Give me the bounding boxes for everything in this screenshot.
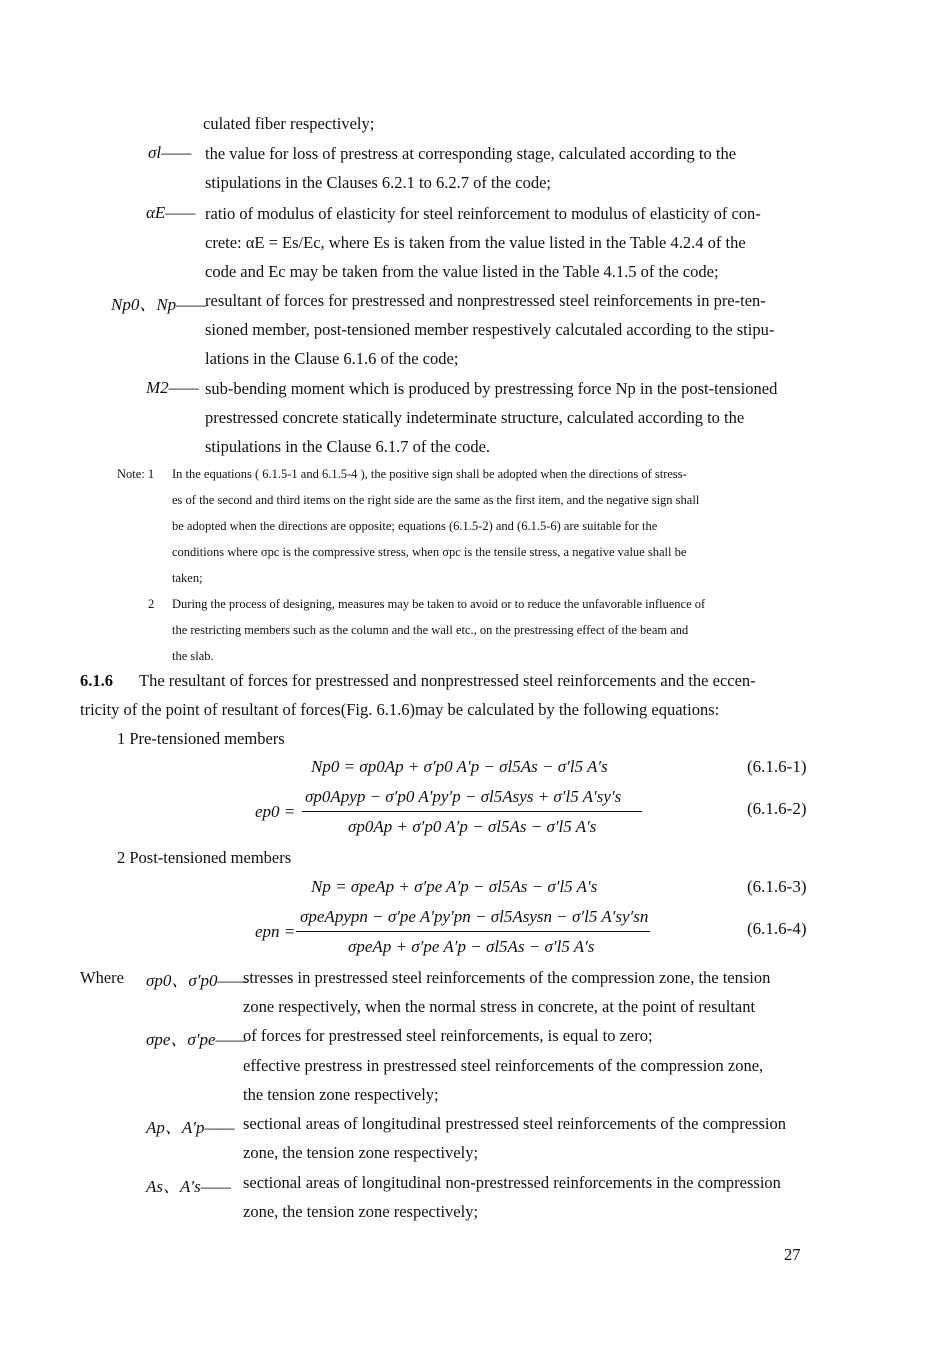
note1-line5: taken;: [172, 571, 203, 585]
note2-line2: the restricting members such as the column and the wall etc., on the prestressing effect of the beam and: [172, 623, 689, 637]
as-symbol: As、A′s——: [146, 1177, 231, 1196]
np-symbol: Np0、Np——: [111, 295, 207, 314]
note1-line4: conditions where σpc is the compressive stress, when σpc is the tensile stress, a negative value shall be: [172, 545, 687, 559]
sigma-pe-symbol: σpe、σ′pe——: [146, 1030, 246, 1049]
sigma-p0-symbol: σp0、σ′p0——: [146, 971, 248, 990]
equation-6-1-6-2-denominator: σp0Ap + σ′p0 A′p − σl5As − σ′l5 A′s: [348, 817, 597, 836]
m2-symbol: M2——: [146, 378, 199, 397]
np-def-line1: resultant of forces for prestressed and nonprestressed steel reinforcements in pre-ten-: [205, 291, 766, 310]
equation-number-6-1-6-2: (6.1.6-2): [747, 799, 807, 818]
sigma-p0-def-line2: zone respectively, when the normal stress in concrete, at the point of resultant: [243, 997, 756, 1016]
alpha-e-symbol: αE——: [146, 203, 196, 222]
ap-def-line2: zone, the tension zone respectively;: [243, 1143, 479, 1162]
item1-heading: 1 Pre-tensioned members: [117, 729, 285, 748]
section-text-line1: The resultant of forces for prestressed and nonprestressed steel reinforcements and the eccen-: [139, 671, 756, 690]
note2-line3: the slab.: [172, 649, 214, 663]
sigma-p0-def-line3: of forces for prestressed steel reinforcements, is equal to zero;: [243, 1026, 653, 1045]
def-continuation: culated fiber respectively;: [203, 114, 375, 133]
fraction-bar: [302, 811, 642, 812]
note2-line1: During the process of designing, measures may be taken to avoid or to reduce the unfavorable influence of: [172, 597, 706, 611]
sigma-l-symbol: σl——: [148, 143, 192, 162]
equation-6-1-6-2-lhs: ep0 =: [255, 802, 296, 821]
m2-def-line3: stipulations in the Clause 6.1.7 of the code.: [205, 437, 491, 456]
np-def-line3: lations in the Clause 6.1.6 of the code;: [205, 349, 459, 368]
equation-6-1-6-1: Np0 = σp0Ap + σ′p0 A′p − σl5As − σ′l5 A′s: [311, 757, 608, 776]
equation-6-1-6-4-denominator: σpeAp + σ′pe A′p − σl5As − σ′l5 A′s: [348, 937, 595, 956]
equation-6-1-6-3: Np = σpeAp + σ′pe A′p − σl5As − σ′l5 A′s: [311, 877, 598, 896]
equation-6-1-6-4-numerator: σpeApypn − σ′pe A′py′pn − σl5Asysn − σ′l5 A′sy′sn: [300, 907, 649, 926]
equation-6-1-6-4-lhs: epn =: [255, 922, 296, 941]
where-label: Where: [80, 968, 124, 987]
m2-def-line2: prestressed concrete statically indeterminate structure, calculated according to the: [205, 408, 745, 427]
ap-symbol: Ap、A′p——: [146, 1118, 235, 1137]
ap-def-line1: sectional areas of longitudinal prestressed steel reinforcements of the compression: [243, 1114, 786, 1133]
sigma-l-def-line2: stipulations in the Clauses 6.2.1 to 6.2.7 of the code;: [205, 173, 552, 192]
note1-line3: be adopted when the directions are opposite; equations (6.1.5-2) and (6.1.5-6) are suitable for the: [172, 519, 658, 533]
section-text-line2: tricity of the point of resultant of forces(Fig. 6.1.6)may be calculated by the following equations:: [80, 700, 720, 719]
sigma-pe-def-line2: the tension zone respectively;: [243, 1085, 439, 1104]
equation-6-1-6-2-numerator: σp0Apyp − σ′p0 A′py′p − σl5Asys + σ′l5 A′sy′s: [305, 787, 622, 806]
note2-number: 2: [148, 597, 155, 611]
m2-def-line1: sub-bending moment which is produced by prestressing force Np in the post-tensioned: [205, 379, 778, 398]
np-def-line2: sioned member, post-tensioned member respestively calcutaled according to the stipu-: [205, 320, 775, 339]
equation-number-6-1-6-3: (6.1.6-3): [747, 877, 807, 896]
alpha-e-def-line3: code and Ec may be taken from the value listed in the Table 4.1.5 of the code;: [205, 262, 719, 281]
alpha-e-def-line1: ratio of modulus of elasticity for steel reinforcement to modulus of elasticity of con-: [205, 204, 761, 223]
as-def-line2: zone, the tension zone respectively;: [243, 1202, 479, 1221]
section-number: 6.1.6: [80, 671, 113, 690]
page-number: 27: [784, 1245, 801, 1264]
equation-number-6-1-6-4: (6.1.6-4): [747, 919, 807, 938]
fraction-bar: [296, 931, 650, 932]
sigma-p0-def-line1: stresses in prestressed steel reinforcements of the compression zone, the tension: [243, 968, 771, 987]
alpha-e-def-line2: crete: αE = Es/Ec, where Es is taken from the value listed in the Table 4.2.4 of the: [205, 233, 746, 252]
equation-number-6-1-6-1: (6.1.6-1): [747, 757, 807, 776]
note1-line2: es of the second and third items on the right side are the same as the first item, and the negative sign shall: [172, 493, 700, 507]
sigma-l-def-line1: the value for loss of prestress at corresponding stage, calculated according to the: [205, 144, 737, 163]
sigma-pe-def-line1: effective prestress in prestressed steel reinforcements of the compression zone,: [243, 1056, 764, 1075]
as-def-line1: sectional areas of longitudinal non-prestressed reinforcements in the compression: [243, 1173, 781, 1192]
item2-heading: 2 Post-tensioned members: [117, 848, 292, 867]
note-label: Note: 1: [117, 467, 155, 481]
note1-line1: In the equations ( 6.1.5-1 and 6.1.5-4 ), the positive sign shall be adopted when the directions of stress-: [172, 467, 687, 481]
